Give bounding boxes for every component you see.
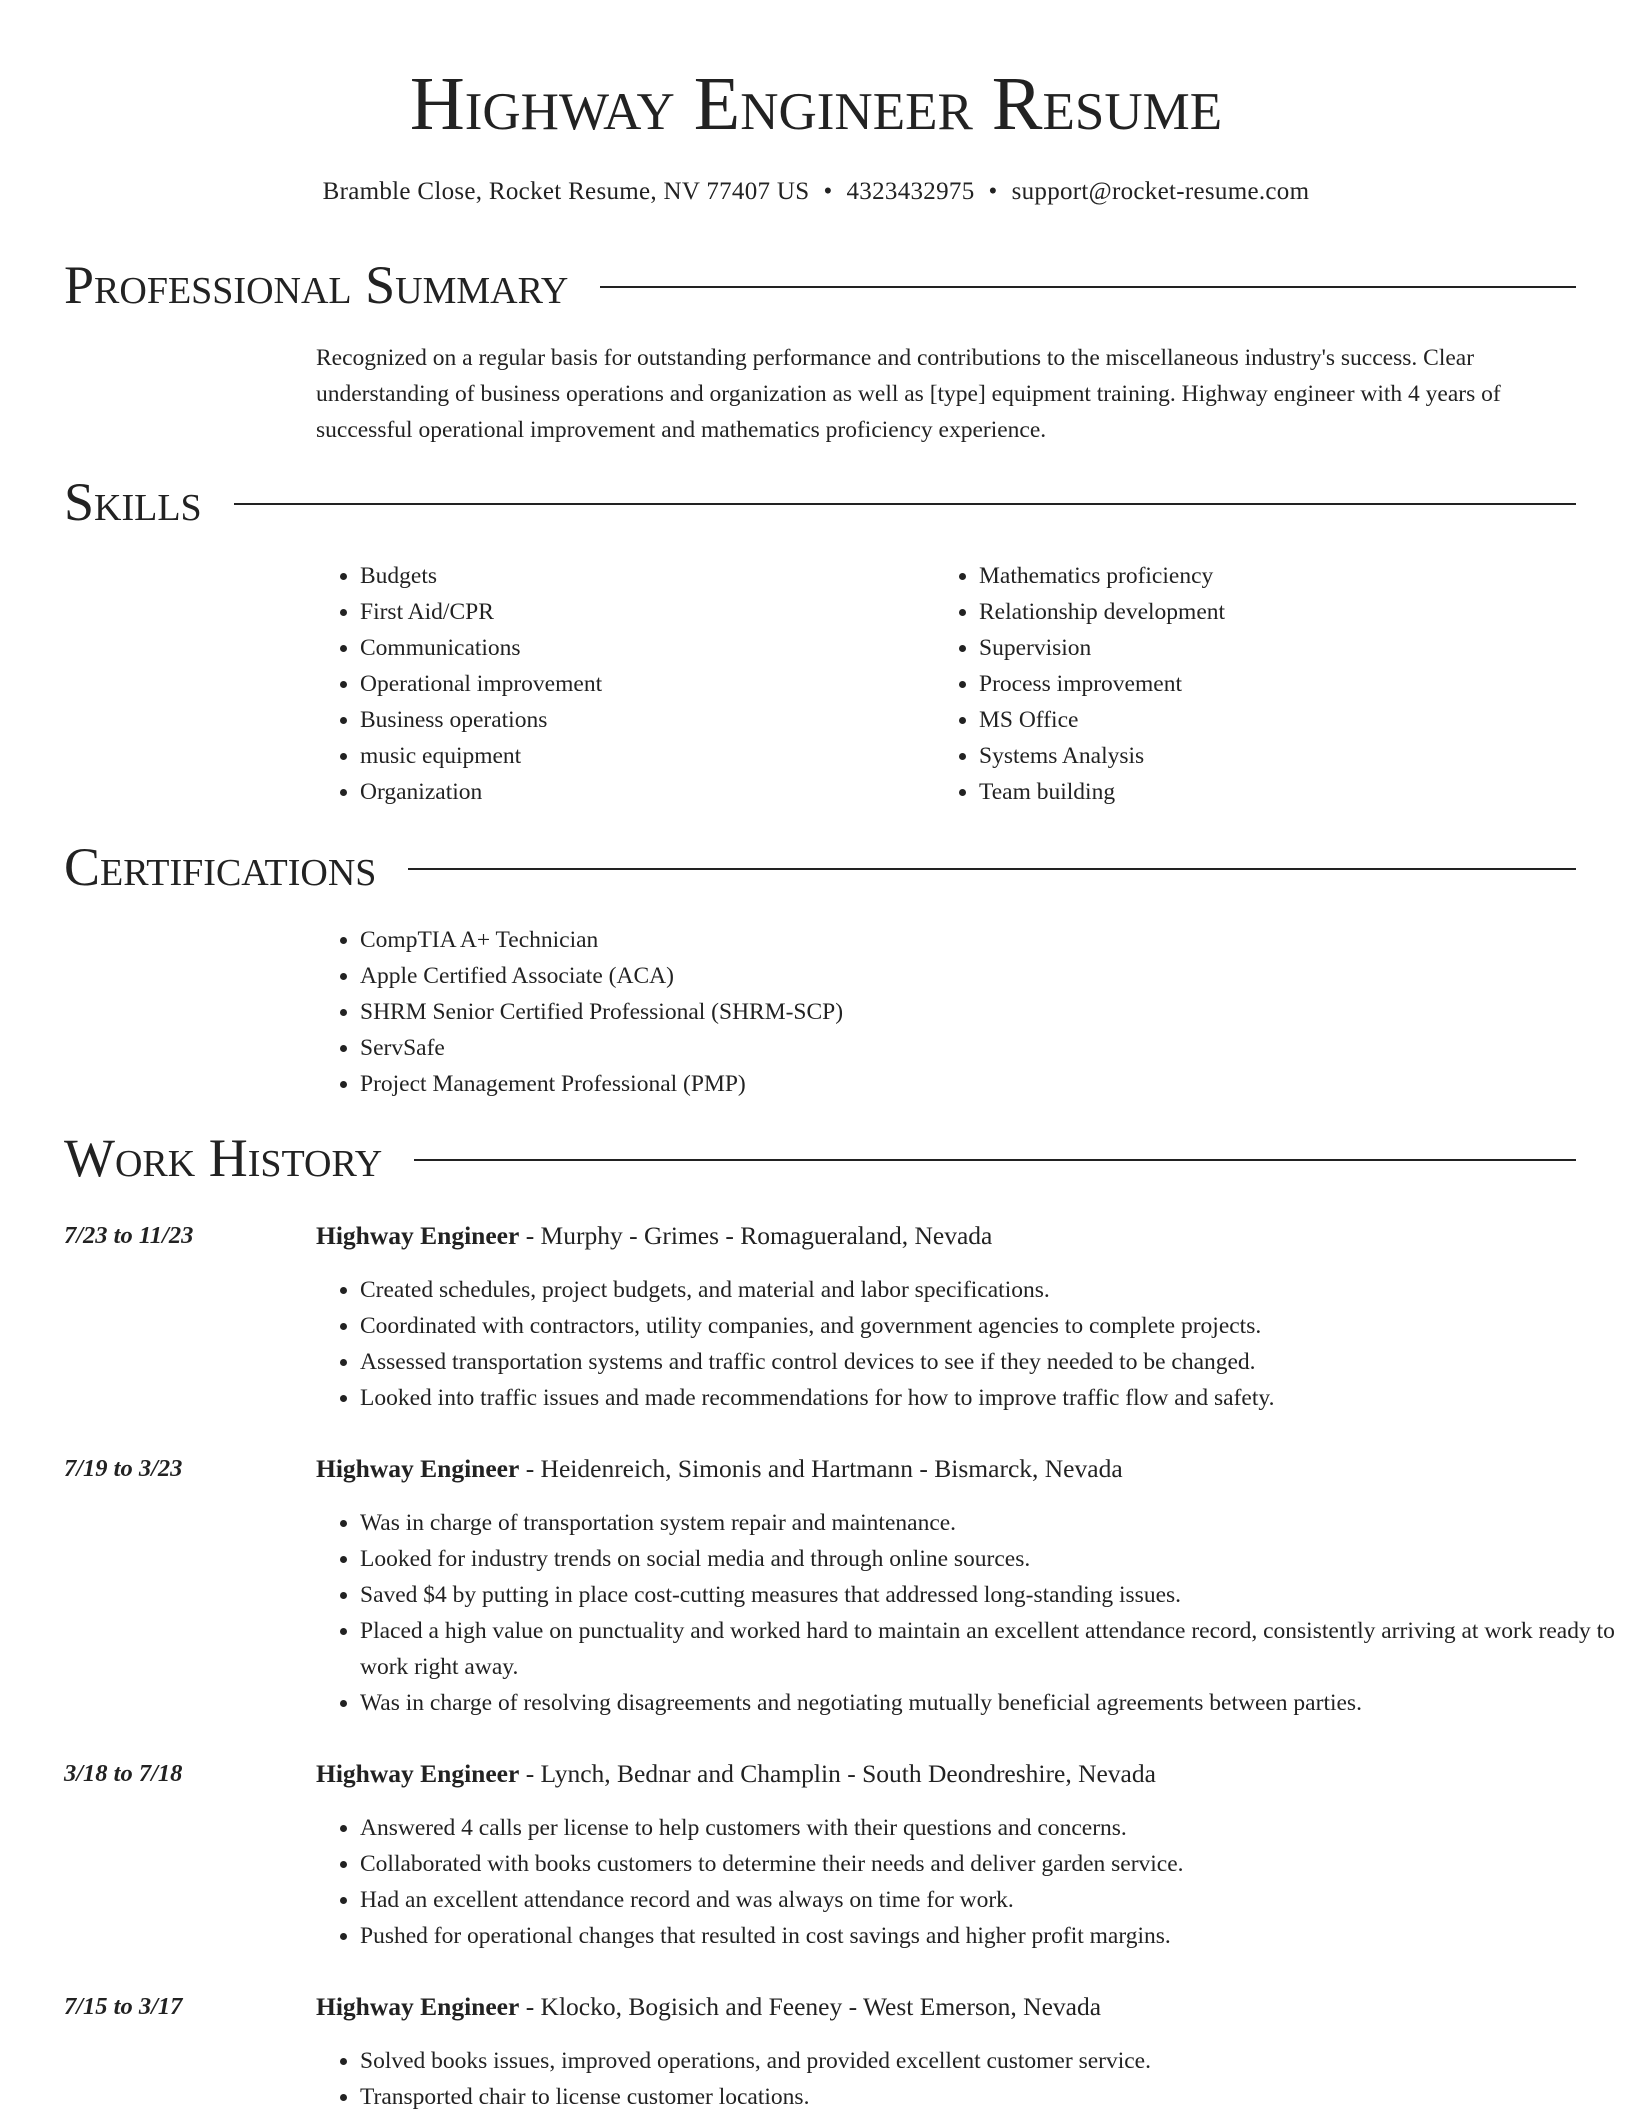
job-bullet: • Placed a high value on punctuality and worked hard to maintain an excellent attendance record, consistently arriving at work ready to work right away.	[360, 1613, 1618, 1685]
job-title: Highway Engineer	[316, 1992, 520, 2021]
job-bullet: • Looked for industry trends on social media and through online sources.	[360, 1541, 1618, 1577]
job-bullet: • Pushed for operational changes that resulted in cost savings and higher profit margins.	[360, 1918, 1618, 1954]
contact-separator: •	[823, 178, 833, 205]
certification-item: • Project Management Professional (PMP)	[360, 1066, 1360, 1102]
skill-item: • Relationship development	[979, 594, 1619, 630]
job-title: Highway Engineer	[316, 1454, 520, 1483]
job-bullets	[316, 1810, 1618, 1954]
skills-list-right	[935, 558, 1619, 810]
summary-section-header	[64, 253, 1576, 317]
contact-address: Bramble Close, Rocket Resume, NV 77407 US	[322, 178, 810, 205]
section-divider	[234, 503, 1576, 505]
certification-item: • ServSafe	[360, 1030, 1360, 1066]
contact-line	[0, 174, 1632, 210]
job-bullet: • Saved $4 by putting in place cost-cutting measures that addressed long-standing issues.	[360, 1577, 1618, 1613]
job-bullet: • Assessed transportation systems and traffic control devices to see if they needed to be changed.	[360, 1344, 1618, 1380]
skill-item: • music equipment	[360, 738, 920, 774]
page-title: Highway Engineer Resume	[409, 62, 1223, 146]
job-bullet: • Created schedules, project budgets, and material and labor specifications.	[360, 1272, 1618, 1308]
job-bullet: • Collaborated with books customers to determine their needs and deliver garden service.	[360, 1846, 1618, 1882]
contact-phone: 4323432975	[846, 178, 975, 205]
skill-item: • Mathematics proficiency	[979, 558, 1619, 594]
job-bullet: • Transported chair to license customer locations.	[360, 2079, 1618, 2115]
job-bullet: • Was in charge of resolving disagreements and negotiating mutually beneficial agreements between parties.	[360, 1685, 1618, 1721]
job-heading	[316, 1756, 1576, 1792]
job-bullets	[316, 2043, 1618, 2115]
job-dates: 7/15 to 3/17	[64, 1993, 183, 2020]
contact-separator: •	[988, 178, 998, 205]
certification-item: • CompTIA A+ Technician	[360, 922, 1360, 958]
job-title: Highway Engineer	[316, 1759, 520, 1788]
job-bullets	[316, 1505, 1618, 1721]
job-title: Highway Engineer	[316, 1221, 520, 1250]
job-dates: 7/19 to 3/23	[64, 1455, 183, 1482]
skill-item: • First Aid/CPR	[360, 594, 920, 630]
skill-item: • Team building	[979, 774, 1619, 810]
job-employer: - Lynch, Bednar and Champlin - South Deondreshire, Nevada	[519, 1759, 1156, 1788]
contact-email: support@rocket-resume.com	[1011, 178, 1310, 205]
work-history-heading: Work History	[64, 1128, 383, 1188]
job-heading	[316, 1989, 1576, 2025]
skill-item: • Process improvement	[979, 666, 1619, 702]
job-employer: - Heidenreich, Simonis and Hartmann - Bismarck, Nevada	[519, 1454, 1123, 1483]
job-heading	[316, 1218, 1576, 1254]
skills-heading: Skills	[64, 472, 202, 532]
job-bullet: • Solved books issues, improved operations, and provided excellent customer service.	[360, 2043, 1618, 2079]
summary-heading: Professional Summary	[64, 255, 569, 315]
job-employer: - Murphy - Grimes - Romagueraland, Nevada	[519, 1221, 993, 1250]
skill-item: • Supervision	[979, 630, 1619, 666]
certifications-heading: Certifications	[64, 837, 377, 897]
section-divider	[600, 286, 1576, 288]
job-heading	[316, 1451, 1576, 1487]
job-dates: 3/18 to 7/18	[64, 1760, 183, 1787]
job-dates: 7/23 to 11/23	[64, 1222, 194, 1249]
skill-item: • Budgets	[360, 558, 920, 594]
skills-section-header	[64, 470, 1576, 534]
skill-item: • Communications	[360, 630, 920, 666]
certifications-list	[316, 922, 1360, 1102]
skill-item: • Business operations	[360, 702, 920, 738]
job-bullets	[316, 1272, 1618, 1416]
job-bullet: • Had an excellent attendance record and was always on time for work.	[360, 1882, 1618, 1918]
skill-item: • Operational improvement	[360, 666, 920, 702]
job-bullet: • Answered 4 calls per license to help customers with their questions and concerns.	[360, 1810, 1618, 1846]
certifications-section-header	[64, 835, 1576, 899]
work-history-section-header	[64, 1126, 1576, 1190]
skill-item: • MS Office	[979, 702, 1619, 738]
job-bullet: • Coordinated with contractors, utility companies, and government agencies to complete projects.	[360, 1308, 1618, 1344]
job-bullet: • Was in charge of transportation system repair and maintenance.	[360, 1505, 1618, 1541]
certification-item: • SHRM Senior Certified Professional (SHRM-SCP)	[360, 994, 1360, 1030]
summary-text: Recognized on a regular basis for outstanding performance and contributions to the miscellaneous industry's success. Clear understanding of business operations and organization as well as [type] equipment training. Highway engineer with 4 years of successful operational improvement and mathematics proficiency experience.	[316, 345, 1501, 443]
skills-list-left	[316, 558, 920, 810]
skill-item: • Systems Analysis	[979, 738, 1619, 774]
section-divider	[414, 1159, 1576, 1161]
job-bullet: • Looked into traffic issues and made recommendations for how to improve traffic flow and safety.	[360, 1380, 1618, 1416]
skill-item: • Organization	[360, 774, 920, 810]
job-employer: - Klocko, Bogisich and Feeney - West Emerson, Nevada	[519, 1992, 1102, 2021]
certification-item: • Apple Certified Associate (ACA)	[360, 958, 1360, 994]
section-divider	[408, 868, 1576, 870]
